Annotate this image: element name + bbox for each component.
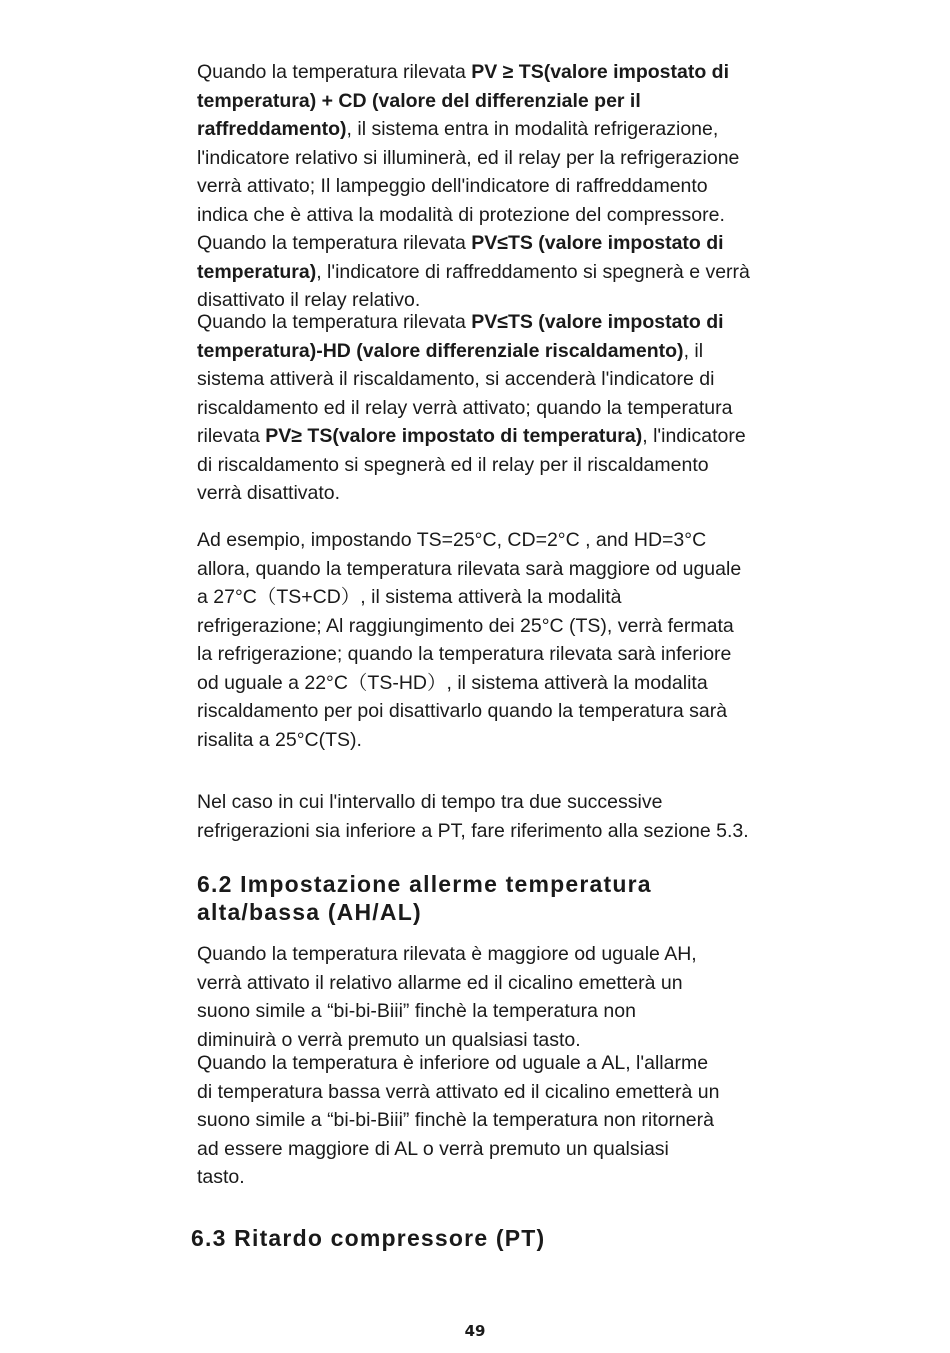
- text-line: [197, 640, 827, 669]
- text-run: refrigerazione; Al raggiungimento dei 25°C (TS), verrà fermata: [197, 614, 734, 637]
- text-line: [197, 817, 827, 846]
- text-run: , l'indicatore: [642, 425, 746, 447]
- text-run: verrà attivato; Il lampeggio dell'indicatore di raffreddamento: [197, 175, 708, 197]
- text-line: [197, 308, 827, 337]
- text-run: Nel caso in cui l'intervallo di tempo tra due successive: [197, 791, 663, 813]
- paragraph-example: [197, 526, 827, 754]
- text-line: [197, 997, 827, 1026]
- text-run: di riscaldamento si spegnerà ed il relay per il riscaldamento: [197, 453, 709, 476]
- text-run: od uguale a 22°C（TS-HD）, il sistema attiverà la modalita: [197, 671, 708, 694]
- text-line: [197, 1135, 827, 1164]
- text-run: rilevata: [197, 425, 266, 447]
- text-run: allora, quando la temperatura rilevata sarà maggiore od uguale: [197, 557, 742, 580]
- text-run: di temperatura bassa verrà attivato ed il cicalino emetterà un: [197, 1080, 720, 1103]
- text-run: indica che è attiva la modalità di protezione del compressore.: [197, 203, 725, 226]
- text-run: tasto.: [197, 1166, 245, 1188]
- text-run: suono simile a “bi-bi-Biii” finchè la temperatura non: [197, 1000, 636, 1022]
- paragraph-high-alarm: [197, 940, 827, 1054]
- text-line: [197, 115, 827, 144]
- text-run: riscaldamento per poi disattivarlo quando la temperatura sarà: [197, 700, 728, 722]
- bold-text: raffreddamento): [197, 118, 347, 140]
- text-run: riscaldamento ed il relay verrà attivato; quando la temperatura: [197, 396, 733, 419]
- text-run: , l'indicatore di raffreddamento si spegnerà e verrà: [316, 260, 750, 283]
- paragraph-low-alarm: [197, 1049, 827, 1192]
- text-run: verrà attivato il relativo allarme ed il cicalino emetterà un: [197, 971, 683, 994]
- section-heading-6-2: [197, 870, 817, 926]
- text-line: [197, 201, 827, 230]
- paragraph-heating-mode: [197, 308, 827, 508]
- text-line: [197, 669, 827, 698]
- text-line: [197, 788, 827, 817]
- paragraph-interval-note: [197, 788, 827, 845]
- text-run: risalita a 25°C(TS).: [197, 728, 362, 751]
- heading-line: 6.2 Impostazione allerme temperatura: [197, 871, 652, 897]
- text-line: [197, 144, 827, 173]
- paragraph-cooling-mode: [197, 58, 827, 315]
- text-line: [197, 422, 827, 451]
- bold-text: temperatura)-HD (valore differenziale riscaldamento): [197, 339, 684, 362]
- bold-text: temperatura) + CD (valore del differenziale per il: [197, 89, 641, 112]
- heading-line: 6.3 Ritardo compressore (PT): [191, 1225, 546, 1251]
- text-run: suono simile a “bi-bi-Biii” finchè la temperatura non ritornerà: [197, 1109, 714, 1131]
- text-run: Quando la temperatura rilevata è maggiore od uguale AH,: [197, 943, 697, 965]
- text-run: , il: [683, 339, 704, 362]
- text-line: [197, 1049, 827, 1078]
- text-run: , il sistema entra in modalità refrigerazione,: [346, 118, 719, 140]
- text-line: [197, 337, 827, 366]
- section-heading-6-3: [191, 1224, 811, 1252]
- text-line: [197, 940, 827, 969]
- page-number: 49: [464, 1322, 486, 1340]
- text-run: l'indicatore relativo si illuminerà, ed il relay per la refrigerazione: [197, 146, 740, 169]
- text-line: [197, 58, 827, 87]
- text-run: diminuirà o verrà premuto un qualsiasi tasto.: [197, 1028, 581, 1051]
- text-run: Quando la temperatura rilevata: [197, 311, 472, 333]
- bold-text: PV≤TS (valore impostato di: [471, 232, 724, 254]
- text-line: [197, 612, 827, 641]
- text-run: ad essere maggiore di AL o verrà premuto un qualsiasi: [197, 1137, 669, 1160]
- text-line: [197, 555, 827, 584]
- bold-text: PV≤TS (valore impostato di: [471, 311, 724, 333]
- text-line: [197, 526, 827, 555]
- bold-text: PV ≥ TS(valore impostato di: [471, 61, 729, 83]
- text-run: sistema attiverà il riscaldamento, si accenderà l'indicatore di: [197, 368, 715, 390]
- text-run: a 27°C（TS+CD）, il sistema attiverà la modalità: [197, 586, 622, 608]
- text-run: la refrigerazione; quando la temperatura rilevata sarà inferiore: [197, 643, 732, 665]
- text-line: [197, 697, 827, 726]
- text-line: [197, 479, 827, 508]
- text-line: [197, 451, 827, 480]
- text-line: [197, 1163, 827, 1192]
- text-run: Quando la temperatura rilevata: [197, 61, 472, 83]
- text-line: [197, 969, 827, 998]
- text-line: [197, 365, 827, 394]
- text-line: [197, 726, 827, 755]
- text-line: [197, 172, 827, 201]
- text-run: verrà disattivato.: [197, 482, 341, 504]
- text-line: [197, 1106, 827, 1135]
- text-run: Quando la temperatura rilevata: [197, 232, 472, 254]
- bold-text: temperatura): [197, 260, 317, 283]
- text-line: [197, 229, 827, 258]
- text-run: disattivato il relay relativo.: [197, 289, 421, 311]
- text-line: [197, 258, 827, 287]
- text-line: [197, 1078, 827, 1107]
- text-line: [197, 87, 827, 116]
- heading-line: alta/bassa (AH/AL): [197, 899, 422, 925]
- text-line: [197, 394, 827, 423]
- text-run: Ad esempio, impostando TS=25°C, CD=2°C , and HD=3°C: [197, 529, 707, 551]
- text-line: [197, 583, 827, 612]
- bold-text: PV≥ TS(valore impostato di temperatura): [265, 425, 643, 447]
- text-run: refrigerazioni sia inferiore a PT, fare riferimento alla sezione 5.3.: [197, 819, 749, 842]
- text-run: Quando la temperatura è inferiore od uguale a AL, l'allarme: [197, 1052, 709, 1074]
